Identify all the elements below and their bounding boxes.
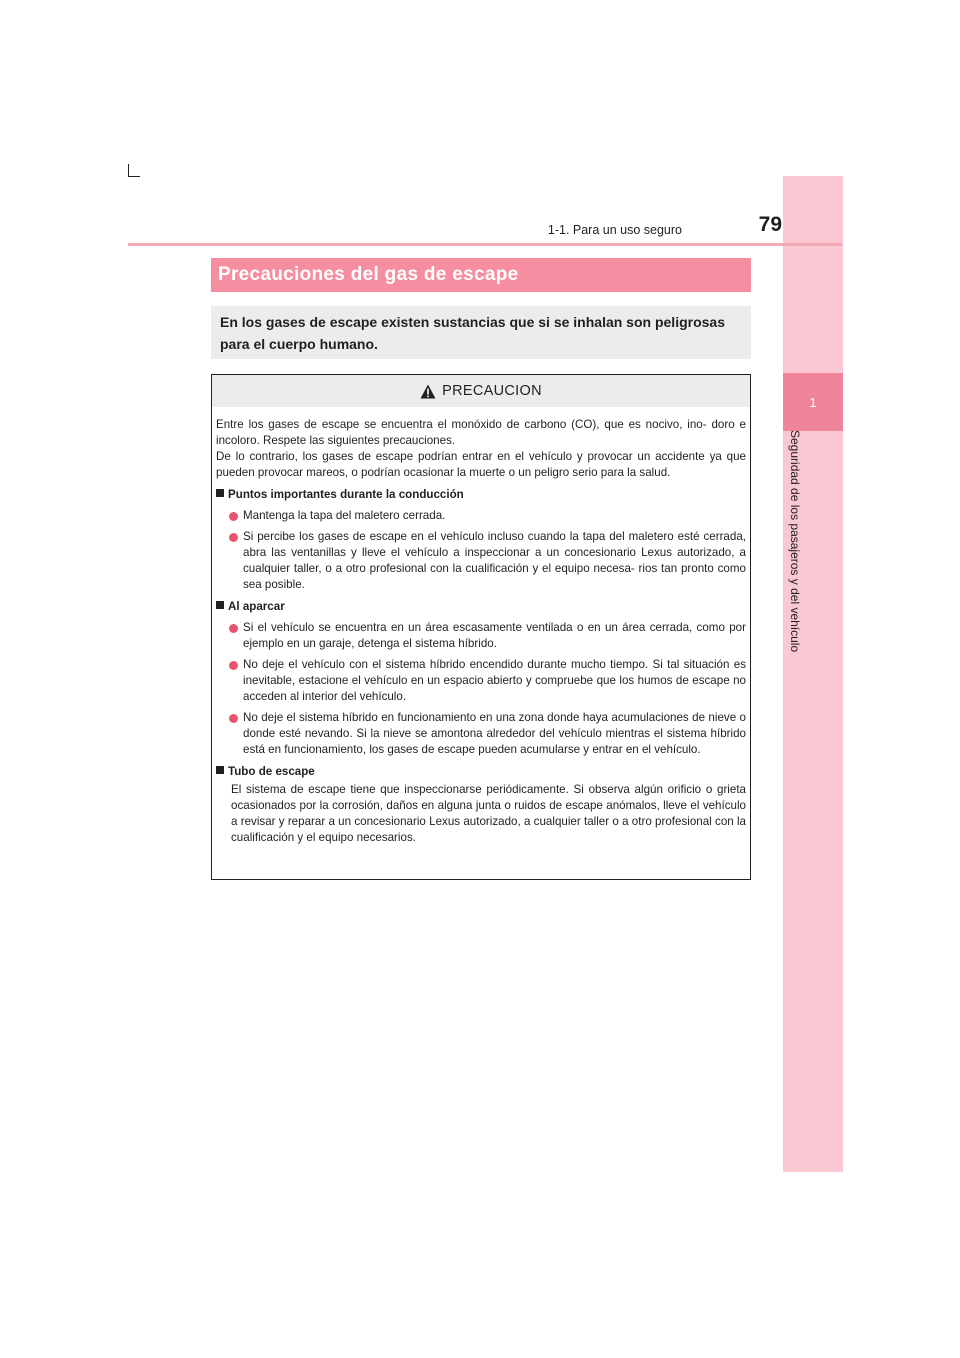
bullet-dot-icon [229,624,238,633]
header-rule [128,243,842,246]
list-item: Si el vehículo se encuentra en un área escasamente ventilada o en un área cerrada, como por ejemplo en un garaje, detenga el sistema híbrido. [216,620,746,652]
list-item: Mantenga la tapa del maletero cerrada. [216,508,746,524]
chapter-title-vertical [784,430,804,675]
chapter-title: Seguridad de los pasajeros y del vehículo [788,430,802,653]
chapter-tab: 1 [783,373,843,431]
list-item: Si percibe los gases de escape en el vehículo incluso cuando la tapa del maletero esté cerrada, abra las ventanillas y lleve el vehículo a inspeccionar a un concesionario Lexus autorizado, a cualquier taller, o a otro profesional con la cualificación y el equipo necesa- rios tan pronto como sea posible. [216,529,746,593]
warning-triangle-icon [420,384,436,399]
caution-box [211,374,751,880]
list-item: No deje el vehículo con el sistema híbrido encendido durante mucho tiempo. Si tal situación es inevitable, estacione el vehículo en un espacio abierto y compruebe que los humos de escape no acceden al interior del vehículo. [216,657,746,705]
section-label: 1-1. Para un uso seguro [547,223,682,237]
section-heading: Tubo de escape [216,764,746,780]
section-heading: Puntos importantes durante la conducción [216,487,746,503]
caution-paragraph: De lo contrario, los gases de escape podrían entrar en el vehículo y provocar un accidente ya que pueden provocar mareos, o podrían ocasionar la muerte o un peligro serio para la salud. [216,450,746,479]
page-number: 79 [758,213,782,236]
intro-text: En los gases de escape existen sustancias que si se inhalan son peligrosas para el cuerpo humano. [211,306,751,359]
page-title: Precauciones del gas de escape [211,258,751,292]
crop-mark [128,164,129,176]
caution-paragraph: Entre los gases de escape se encuentra el monóxido de carbono (CO), que es nocivo, ino- doro e incoloro. Respete las siguientes precauciones. [216,418,746,447]
bullet-dot-icon [229,714,238,723]
bullet-dot-icon [229,661,238,670]
square-bullet-icon [216,766,224,774]
caution-header [212,375,750,407]
square-bullet-icon [216,601,224,609]
crop-mark [128,176,140,177]
bullet-dot-icon [229,533,238,542]
bullet-dot-icon [229,512,238,521]
section-heading: Al aparcar [216,599,746,615]
list-item: No deje el sistema híbrido en funcionamiento en una zona donde haya acumulaciones de nieve o donde esté nevando. Si la nieve se amontona alrededor del vehículo mientras el sistema híbrido está en funcionamiento, los gases de escape pueden acumularse y entrar en el vehículo. [216,710,746,758]
caution-label: PRECAUCION [442,383,542,399]
section-text: El sistema de escape tiene que inspeccionarse periódicamente. Si observa algún orificio o grieta ocasionados por la corrosión, daños en alguna junta o ruidos de escape anómalos, lleve el vehículo a revisar y reparar a un concesionario Lexus autorizado, a cualquier taller o a otro profesional con la cualificación y el equipo necesarios. [231,783,746,844]
square-bullet-icon [216,489,224,497]
caution-body [216,417,746,846]
